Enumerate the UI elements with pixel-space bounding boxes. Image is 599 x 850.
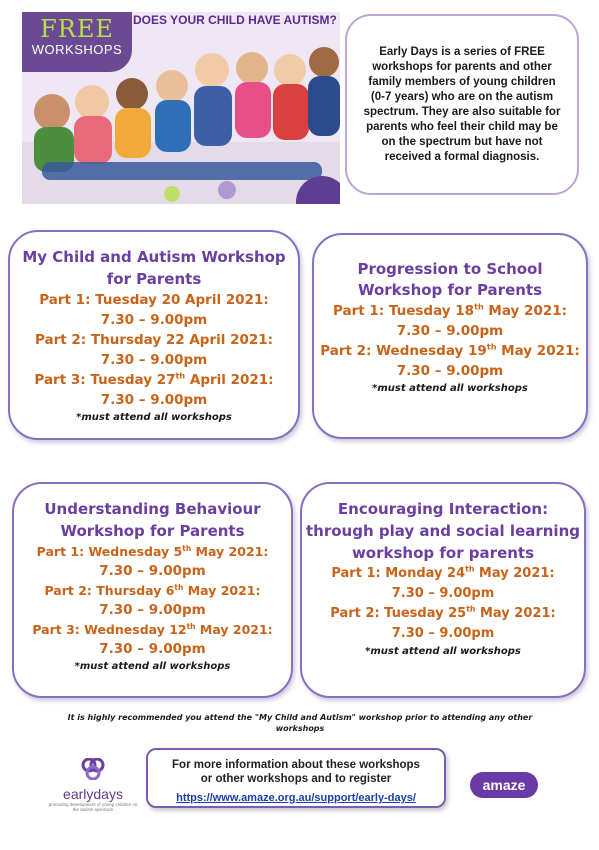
register-link[interactable]: https://www.amaze.org.au/support/early-days/ <box>176 792 416 804</box>
workshop-part: Part 3: Tuesday 27th April 2021: <box>34 370 274 388</box>
workshop-time: 7.30 – 9.00pm <box>396 323 504 339</box>
workshop-time: 7.30 – 9.00pm <box>100 392 208 408</box>
workshop-title-line: through play and social learning <box>306 522 580 540</box>
attendance-note: *must attend all workshops <box>76 412 232 423</box>
workshop-time: 7.30 – 9.00pm <box>100 352 208 368</box>
attendance-note: *must attend all workshops <box>365 646 521 657</box>
workshop-time: 7.30 – 9.00pm <box>99 602 206 618</box>
earlydays-emblem-icon <box>81 758 105 780</box>
badge-workshops-text: WORKSHOPS <box>31 42 123 57</box>
info-line: For more information about these workshops <box>172 759 420 771</box>
workshop-card-progression-to-school <box>312 233 588 439</box>
workshop-part: Part 1: Tuesday 20 April 2021: <box>39 292 269 308</box>
earlydays-tagline: promoting development of young children on the autism spectrum <box>48 802 138 812</box>
workshop-card-my-child-and-autism <box>8 230 300 440</box>
workshop-part: Part 2: Tuesday 25th May 2021: <box>330 604 556 621</box>
workshop-title-line: My Child and Autism Workshop <box>22 248 286 266</box>
intro-box <box>345 14 579 195</box>
attendance-note: *must attend all workshops <box>372 383 528 394</box>
workshop-title-line: Workshop for Parents <box>357 281 543 299</box>
earlydays-wordmark: earlydays <box>63 786 123 802</box>
workshop-time: 7.30 – 9.00pm <box>391 586 495 601</box>
badge-free-text: FREE <box>40 15 114 43</box>
workshop-part: Part 3: Wednesday 12th May 2021: <box>32 621 273 637</box>
workshop-card-understanding-behaviour <box>12 482 293 698</box>
workshop-part: Part 2: Thursday 22 April 2021: <box>34 332 274 348</box>
amaze-logo: amaze <box>470 772 538 798</box>
attendance-note: *must attend all workshops <box>74 661 231 672</box>
more-info-box <box>146 748 446 808</box>
workshop-part: Part 1: Wednesday 5th May 2021: <box>36 543 269 559</box>
workshop-title-line: Progression to School <box>357 260 543 278</box>
workshop-card-encouraging-interaction <box>300 482 586 698</box>
hero-question: DOES YOUR CHILD HAVE AUTISM? <box>133 13 337 27</box>
workshop-part: Part 1: Tuesday 18th May 2021: <box>332 301 568 319</box>
workshop-title-line: for Parents <box>106 270 202 288</box>
workshop-title-line: Encouraging Interaction: <box>337 500 549 518</box>
recommendation-note: It is highly recommended you attend the "My Child and Autism" workshop prior to attending any other workshops <box>67 713 533 733</box>
workshop-title-line: workshop for parents <box>351 544 535 562</box>
workshop-time: 7.30 – 9.00pm <box>99 641 206 657</box>
workshop-time: 7.30 – 9.00pm <box>396 363 504 379</box>
workshop-part: Part 1: Monday 24th May 2021: <box>331 564 555 581</box>
intro-text: Early Days is a series of FREE workshops for parents and other family members of young children (0-7 years) who are on the autism spectrum. They are also suitable for parents who feel their child may be on the spectrum but have not received a formal diagnosis. <box>363 45 561 163</box>
info-line: or other workshops and to register <box>200 773 392 785</box>
workshop-time: 7.30 – 9.00pm <box>391 626 495 641</box>
workshop-time: 7.30 – 9.00pm <box>100 312 208 328</box>
workshop-part: Part 2: Thursday 6th May 2021: <box>44 582 261 598</box>
workshop-title-line: Understanding Behaviour <box>44 500 261 518</box>
workshop-title-line: Workshop for Parents <box>60 522 245 540</box>
earlydays-logo <box>48 758 138 818</box>
workshop-part: Part 2: Wednesday 19th May 2021: <box>320 341 580 359</box>
free-workshops-badge <box>22 12 132 72</box>
workshop-time: 7.30 – 9.00pm <box>99 563 206 579</box>
